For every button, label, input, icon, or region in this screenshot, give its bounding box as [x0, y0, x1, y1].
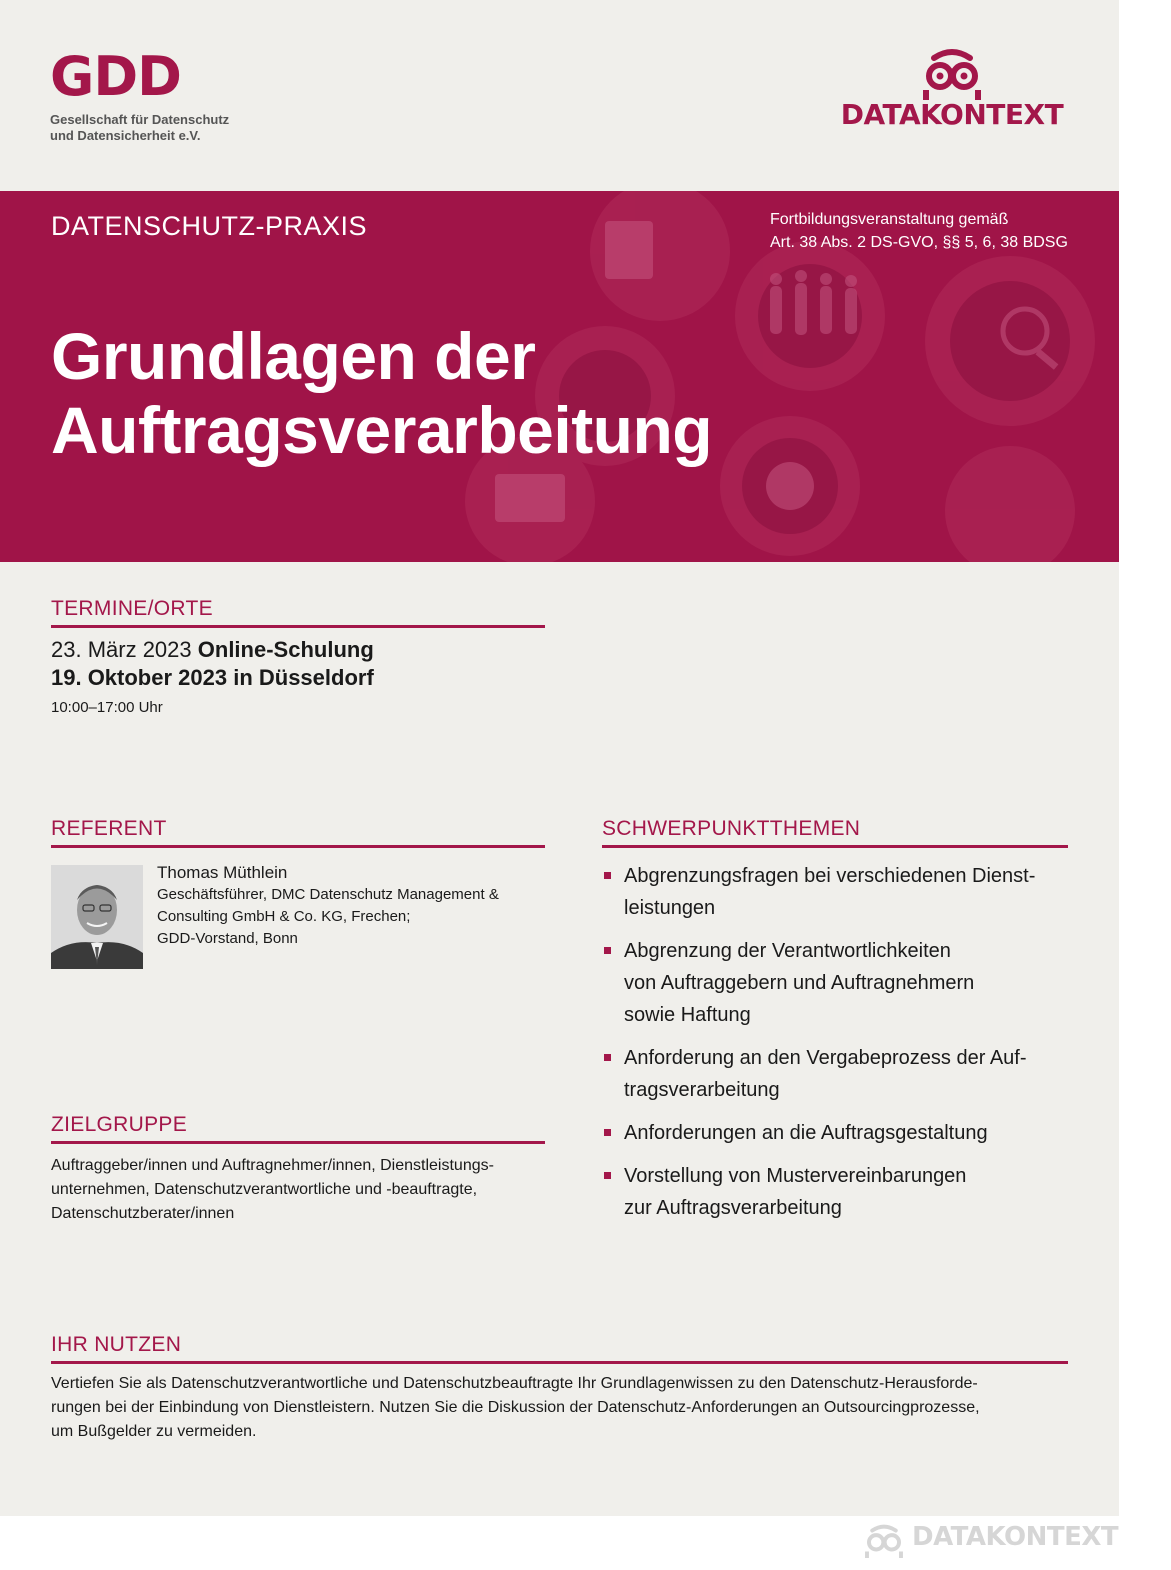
date-entry — [51, 636, 374, 664]
gdd-subtitle-line: und Datensicherheit e.V. — [50, 128, 201, 143]
speaker-detail: Geschäftsführer, DMC Datenschutz Management & — [157, 886, 499, 903]
dates-block — [51, 636, 374, 692]
topic-line: tragsverarbeitung — [624, 1079, 780, 1101]
page-title — [51, 319, 712, 467]
topic-line: Vorstellung von Mustervereinbarungen — [624, 1165, 967, 1187]
referent-heading: REFERENT — [51, 817, 545, 848]
topic-item — [602, 1117, 1072, 1149]
gdd-subtitle-line: Gesellschaft für Datenschutz — [50, 112, 230, 127]
topic-line: leistungen — [624, 897, 716, 919]
topics-list — [602, 860, 1072, 1235]
date-value: 23. März 2023 — [51, 637, 192, 662]
zielgruppe-heading: ZIELGRUPPE — [51, 1113, 545, 1144]
gdd-logo-subtitle — [50, 112, 229, 144]
topic-line: zur Auftragsverarbeitung — [624, 1197, 842, 1219]
owl-icon — [920, 48, 984, 100]
date-entry: 19. Oktober 2023 in Düsseldorf — [51, 665, 374, 690]
termine-heading: TERMINE/ORTE — [51, 597, 545, 628]
topic-item — [602, 1042, 1072, 1106]
speaker-name: Thomas Müthlein — [157, 863, 288, 882]
bullet-icon — [604, 947, 611, 954]
topic-line: von Auftraggebern und Auftragnehmern — [624, 972, 975, 994]
certification-note — [770, 208, 1068, 254]
title-line: Grundlagen der — [51, 319, 536, 393]
date-place: Online-Schulung — [197, 637, 374, 662]
page-margin — [1119, 0, 1171, 1570]
hero-banner — [0, 191, 1119, 562]
gdd-logo-mark: GDD — [50, 45, 181, 108]
nutzen-heading: IHR NUTZEN — [51, 1333, 1068, 1364]
topic-line: Abgrenzung der Verantwortlichkeiten — [624, 940, 951, 962]
text-line: um Bußgelder zu vermeiden. — [51, 1423, 257, 1440]
topic-item — [602, 935, 1072, 1031]
datakontext-logo — [834, 48, 1070, 130]
text-line: Auftraggeber/innen und Auftragnehmer/innen, Dienstleistungs- — [51, 1157, 494, 1174]
topic-item — [602, 860, 1072, 924]
text-line: rungen bei der Einbindung von Dienstleistern. Nutzen Sie die Diskussion der Datenschutz-Anforderungen an Outsourcingprozesse, — [51, 1399, 980, 1416]
speaker-detail: GDD-Vorstand, Bonn — [157, 930, 298, 947]
bullet-icon — [604, 1054, 611, 1061]
benefit-text — [51, 1372, 1061, 1444]
topic-item — [602, 1160, 1072, 1224]
schwerpunkt-heading: SCHWERPUNKTTHEMEN — [602, 817, 1068, 848]
topic-line: Anforderung an den Vergabeprozess der Auf- — [624, 1047, 1027, 1069]
gdd-logo — [50, 45, 230, 144]
datakontext-wordmark: DATAKONTEXT — [840, 98, 1064, 131]
owl-icon — [862, 1524, 906, 1558]
text-line: Vertiefen Sie als Datenschutzverantwortliche und Datenschutzbeauftragte Ihr Grundlagenwissen zu den Datenschutz-Herausforde- — [51, 1375, 978, 1392]
bullet-icon — [604, 1172, 611, 1179]
text-line: unternehmen, Datenschutzverantwortliche und -beauftragte, — [51, 1181, 478, 1198]
footer-logo — [862, 1522, 1119, 1563]
topic-line: sowie Haftung — [624, 1004, 751, 1026]
certification-line: Art. 38 Abs. 2 DS-GVO, §§ 5, 6, 38 BDSG — [770, 234, 1068, 251]
target-audience-text — [51, 1154, 541, 1226]
footer-wordmark: DATAKONTEXT — [912, 1522, 1119, 1552]
speaker-info — [157, 862, 537, 950]
bullet-icon — [604, 1129, 611, 1136]
time-range: 10:00–17:00 Uhr — [51, 699, 163, 716]
speaker-detail: Consulting GmbH & Co. KG, Frechen; — [157, 908, 411, 925]
topic-line: Abgrenzungsfragen bei verschiedenen Dienst- — [624, 865, 1036, 887]
title-line: Auftragsverarbeitung — [51, 393, 713, 467]
certification-line: Fortbildungsveranstaltung gemäß — [770, 211, 1009, 228]
speaker-photo — [51, 865, 143, 969]
topic-line: Anforderungen an die Auftragsgestaltung — [624, 1122, 988, 1144]
series-label: DATENSCHUTZ-PRAXIS — [51, 211, 368, 241]
text-line: Datenschutzberater/innen — [51, 1205, 235, 1222]
bullet-icon — [604, 872, 611, 879]
